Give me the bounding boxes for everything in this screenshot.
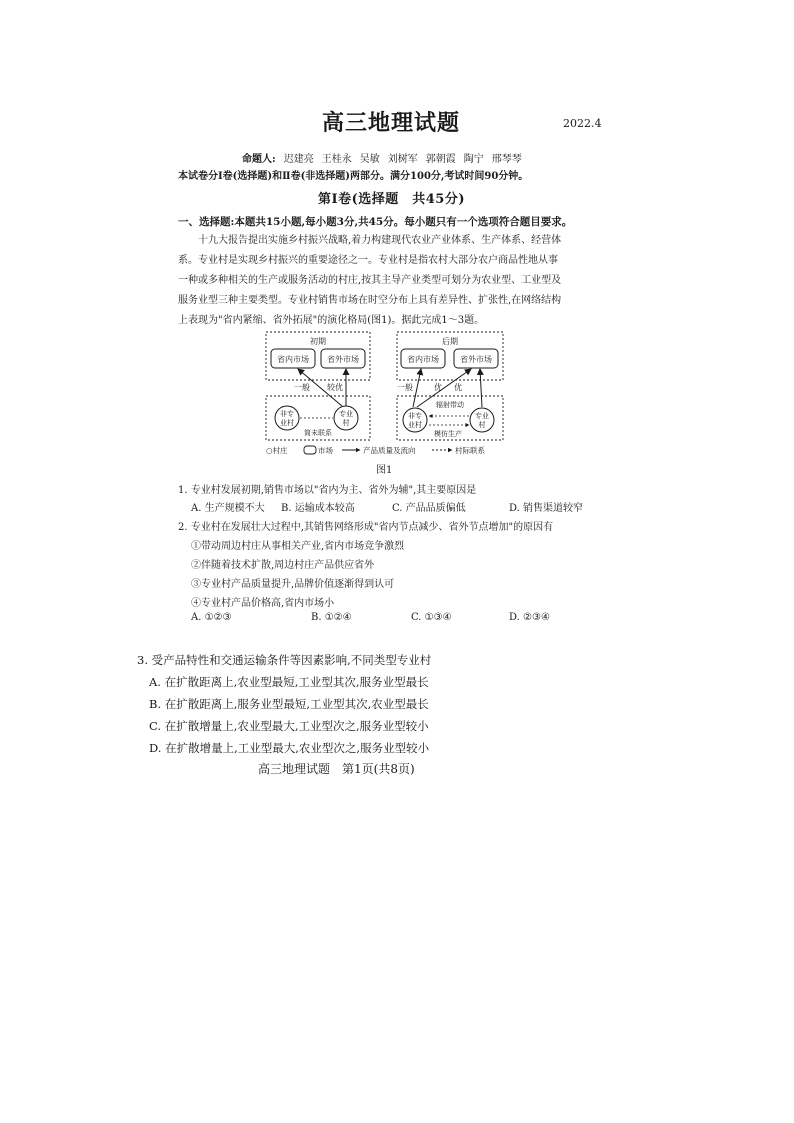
left-village-a-line2: 业村 [280,419,294,427]
author-name: 刘树军 [387,154,418,165]
question-3-option-d: D. 在扩散增量上,工业型最大,农业型次之,服务业型较小 [149,741,430,755]
section-title: 第Ⅰ卷(选择题 共45分) [318,192,465,207]
passage [178,231,600,331]
question-2-option-d: D. ②③④ [509,612,550,623]
question-1-stem: 1. 专业村发展初期,销售市场以"省内为主、省外为辅",其主要原因是 [178,485,477,496]
right-top-link-label: 辐射带动 [436,401,464,409]
right-flow-b-to-out [480,369,482,407]
right-village-a-line2: 业村 [408,421,422,429]
section-instruction: 一、选择题:本题共15小题,每小题3分,共45分。每小题只有一个选项符合题目要求。 [178,216,573,228]
page-title: 高三地理试题 [322,110,461,136]
author-name: 邢琴琴 [491,154,522,165]
right-panel-title: 后期 [442,337,458,346]
question-2-option-c: C. ①③④ [411,612,452,623]
right-panel [397,332,503,440]
left-village-b-line1: 专业 [339,410,353,418]
question-2-option-b: B. ①②④ [311,612,352,623]
right-market-in-label: 省内市场 [407,355,439,364]
question-1-option-c: C. 产品品质偏低 [392,503,466,514]
left-panel-title: 初期 [310,337,326,346]
question-2-statement: ①带动周边村庄从事相关产业,省内市场竞争激烈 [191,541,405,552]
right-label-good-2: 优 [454,383,462,392]
passage-line: 十九大报告提出实施乡村振兴战略,着力构建现代农业产业体系、生产体系、经营体 [178,235,562,246]
left-market-out-label: 省外市场 [327,355,359,364]
right-bottom-link-label: 模仿生产 [434,430,462,438]
question-1-option-b: B. 运输成本较高 [281,503,355,514]
question-2-stem: 2. 专业村在发展壮大过程中,其销售网络形成"省内节点减少、省外节点增加"的原因有 [178,522,554,533]
legend-flow: 产品质量及流向 [363,446,416,455]
passage-line: 系。专业村是实现乡村振兴的重要途径之一。专业村是指农村大部分农户商品性地从事 [178,255,558,266]
passage-line: 上表现为"省内紧缩、省外拓展"的演化格局(图1)。据此完成1～3题。 [178,315,485,326]
author-name: 王桂永 [321,154,352,165]
exam-intro: 本试卷分Ⅰ卷(选择题)和Ⅱ卷(非选择题)两部分。满分100分,考试时间90分钟。 [178,171,529,182]
author-name: 陶宁 [463,154,484,165]
right-village-a-line1: 非专 [408,412,422,420]
question-2-statement: ③专业村产品质量提升,品牌价值逐渐得到认可 [191,579,395,590]
left-label-better: 较优 [327,383,343,392]
right-market-out-label: 省外市场 [460,355,492,364]
passage-line: 服务业型三种主要类型。专业村销售市场在时空分布上具有差异性、扩张性,在网络结构 [178,295,562,306]
legend-village: ○村庄 [266,446,288,455]
legend-market-icon [304,446,316,454]
right-label-good-1: 优 [434,383,442,392]
author-name: 郭朝霞 [425,154,456,165]
figure-1-diagram [262,328,534,458]
question-2-statement: ④专业村产品价格高,省内市场小 [191,598,335,609]
legend-market: 市场 [318,446,333,455]
question-1-option-a: A. 生产规模不大 [191,503,265,514]
exam-date: 2022.4 [563,117,602,130]
right-village-b-line2: 村 [478,421,486,429]
question-3-option-b: B. 在扩散距离上,服务业型最短,工业型其次,农业型最长 [149,697,429,711]
question-3-option-a: A. 在扩散距离上,农业型最短,工业型其次,服务业型最长 [149,675,429,689]
left-market-in-label: 省内市场 [277,355,309,364]
authors-line [242,150,522,165]
question-3-option-c: C. 在扩散增量上,农业型最大,工业型次之,服务业型较小 [149,719,429,733]
left-label-general: 一般 [294,383,310,392]
question-2-option-a: A. ①②③ [191,612,232,623]
right-label-general: 一般 [397,383,413,392]
author-name: 迟建亮 [283,154,314,165]
figure-legend [266,445,485,455]
authors-label: 命题人: [242,154,276,165]
left-village-a-line1: 非专 [280,410,294,418]
question-3-stem: 3. 受产品特性和交通运输条件等因素影响,不同类型专业村 [137,653,432,667]
figure-caption: 图1 [376,465,393,476]
question-2-statement: ②伴随着技术扩散,周边村庄产品供应省外 [191,560,375,571]
right-flow-a-to-in [413,369,421,407]
author-name: 吴敏 [359,154,380,165]
left-village-b-line2: 村 [342,419,350,427]
page-footer: 高三地理试题 第1页(共8页) [258,762,415,776]
question-1-option-d: D. 销售渠道较窄 [509,503,584,514]
left-panel [266,332,370,440]
right-village-b-line1: 专业 [475,412,489,420]
left-link-label: 简未联系 [304,429,332,437]
passage-line: 一种或多种相关的生产或服务活动的村庄,按其主导产业类型可划分为农业型、工业型及 [178,275,562,286]
legend-link: 村际联系 [455,446,485,455]
